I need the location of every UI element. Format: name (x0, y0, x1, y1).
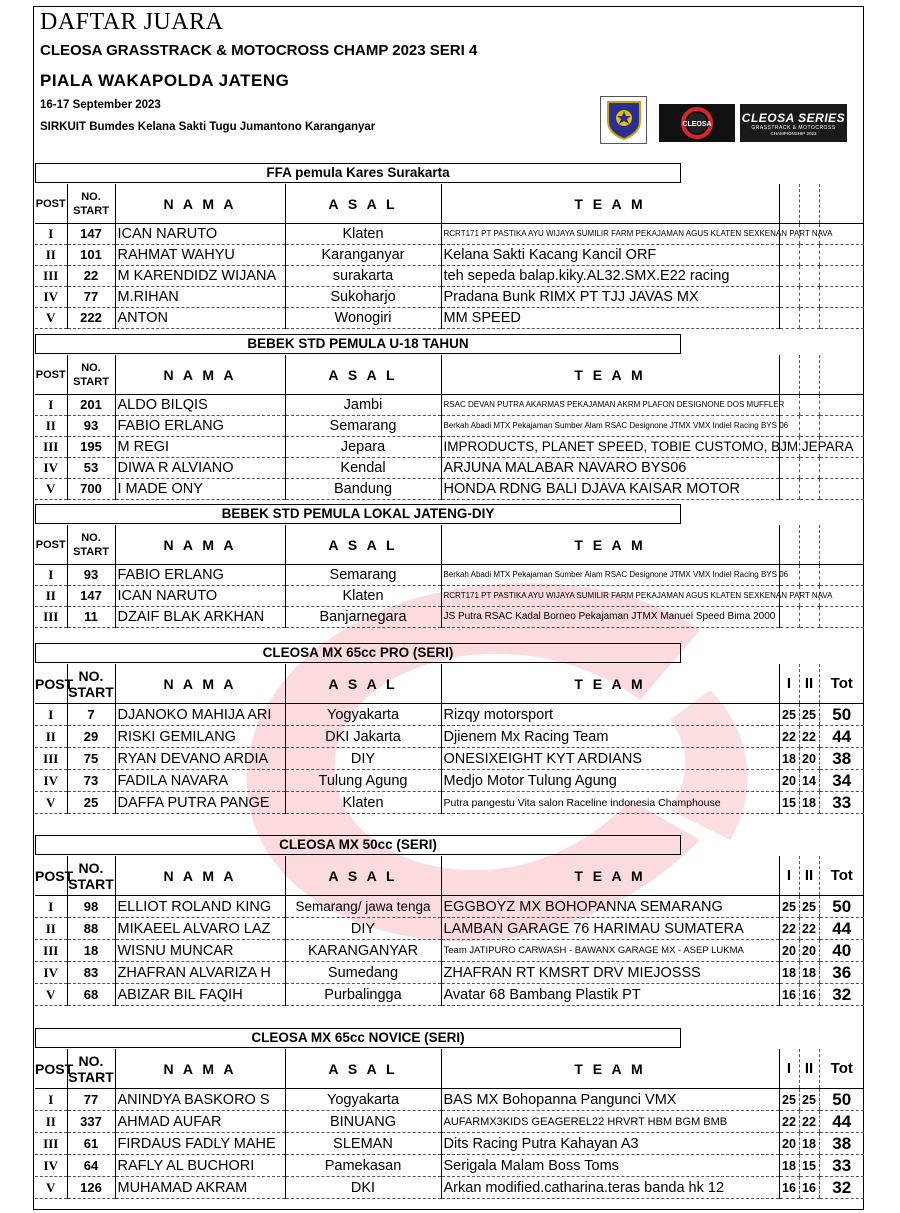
start-cell: 77 (67, 287, 115, 308)
start-cell: 147 (67, 586, 115, 607)
table-row (35, 918, 864, 940)
col-race2: II (799, 856, 819, 896)
race1-cell: 16 (779, 984, 799, 1006)
col-asal: A S A L (285, 664, 441, 704)
col-pos: POST (35, 664, 67, 704)
total-cell: 32 (819, 1177, 864, 1199)
table-header-row (35, 1049, 864, 1089)
team-cell: Berkah Abadi MTX Pekajaman Sumber Alam RSAC Designone JTMX VMX Indiel Racing BYS 06 (441, 565, 779, 586)
race1-cell: 18 (779, 1155, 799, 1177)
team-cell: BAS MX Bohopanna Pangunci VMX (441, 1089, 779, 1111)
col-start-no: NO. (78, 1052, 104, 1069)
race1-cell: 20 (779, 1133, 799, 1155)
team-cell: Pradana Bunk RIMX PT TJJ JAVAS MX (441, 287, 779, 308)
col-start-start: START (73, 545, 109, 558)
col-start (67, 355, 115, 395)
table-row (35, 940, 864, 962)
total-cell: 44 (819, 726, 864, 748)
table-row (35, 565, 864, 586)
total-cell: 50 (819, 1089, 864, 1111)
team-cell: ZHAFRAN RT KMSRT DRV MIEJOSSS (441, 962, 779, 984)
asal-cell: DIY (285, 748, 441, 770)
asal-cell: DIY (285, 918, 441, 940)
col-race2: II (799, 664, 819, 704)
asal-cell: KARANGANYAR (285, 940, 441, 962)
total-cell: 36 (819, 962, 864, 984)
table-row (35, 224, 864, 245)
race1-cell: 25 (779, 1089, 799, 1111)
race2-cell: 16 (799, 984, 819, 1006)
table-row (35, 1155, 864, 1177)
pos-cell: II (35, 416, 67, 437)
start-cell: 29 (67, 726, 115, 748)
table-row (35, 458, 864, 479)
event-circuit: SIRKUIT Bumdes Kelana Sakti Tugu Jumantono Karanganyar (40, 121, 376, 133)
nama-cell: DAFFA PUTRA PANGE (115, 792, 285, 814)
race2-cell: 25 (799, 704, 819, 726)
nama-cell: DIWA R ALVIANO (115, 458, 285, 479)
col-race1: I (779, 856, 799, 896)
table-header-row (35, 525, 864, 565)
nama-cell: WISNU MUNCAR (115, 940, 285, 962)
pos-cell: IV (35, 1155, 67, 1177)
race2-cell: 20 (799, 940, 819, 962)
pos-cell: I (35, 704, 67, 726)
col-total: Tot (819, 1049, 864, 1089)
category-title: CLEOSA MX 50cc (SERI) (35, 835, 681, 855)
nama-cell: M.RIHAN (115, 287, 285, 308)
table-row (35, 962, 864, 984)
pos-cell: I (35, 224, 67, 245)
start-cell: 93 (67, 416, 115, 437)
col-asal: A S A L (285, 856, 441, 896)
start-cell: 75 (67, 748, 115, 770)
table-row (35, 1089, 864, 1111)
col-start-start: START (68, 683, 114, 700)
team-cell: Djienem Mx Racing Team (441, 726, 779, 748)
col-pos: POST (35, 856, 67, 896)
total-cell: 38 (819, 748, 864, 770)
col-team: T E A M (441, 856, 779, 896)
asal-cell: SLEMAN (285, 1133, 441, 1155)
nama-cell: FABIO ERLANG (115, 416, 285, 437)
event-name: CLEOSA GRASSTRACK & MOTOCROSS CHAMP 2023 SERI 4 (40, 42, 478, 59)
nama-cell: M KARENDIDZ WIJANA (115, 266, 285, 287)
race1-cell: 16 (779, 1177, 799, 1199)
table-header-row (35, 664, 864, 704)
race2-cell: 18 (799, 962, 819, 984)
race1-cell: 25 (779, 896, 799, 918)
team-cell: RSAC DEVAN PUTRA AKARMAS PEKAJAMAN AKRM PLAFON DESIGNONE DOS MUFFLER (441, 395, 779, 416)
total-cell: 32 (819, 984, 864, 1006)
team-cell: Kelana Sakti Kacang Kancil ORF (441, 245, 779, 266)
nama-cell: FIRDAUS FADLY MAHE (115, 1133, 285, 1155)
series-logo-sub: GRASSTRACK & MOTOCROSS (751, 124, 836, 131)
col-asal: A S A L (285, 355, 441, 395)
start-cell: 18 (67, 940, 115, 962)
results-table (35, 856, 864, 1006)
race2-cell: 16 (799, 1177, 819, 1199)
race1-cell: 22 (779, 918, 799, 940)
team-cell: RCRT171 PT PASTIKA AYU WIJAYA SUMILIR FARM PEKAJAMAN AGUS KLATEN SEXKENAN PART NAVA (441, 224, 779, 245)
col-team: T E A M (441, 1049, 779, 1089)
col-start-no: NO. (78, 859, 104, 876)
pos-cell: III (35, 940, 67, 962)
table-row (35, 437, 864, 458)
total-cell: 50 (819, 704, 864, 726)
table-row (35, 726, 864, 748)
table-row (35, 1133, 864, 1155)
col-start (67, 1049, 115, 1089)
total-cell: 38 (819, 1133, 864, 1155)
pos-cell: IV (35, 458, 67, 479)
table-row (35, 984, 864, 1006)
asal-cell: Kendal (285, 458, 441, 479)
total-cell: 34 (819, 770, 864, 792)
total-cell: 44 (819, 1111, 864, 1133)
start-cell: 337 (67, 1111, 115, 1133)
col-team: T E A M (441, 664, 779, 704)
col-start (67, 664, 115, 704)
team-cell: Rizqy motorsport (441, 704, 779, 726)
nama-cell: DZAIF BLAK ARKHAN (115, 607, 285, 628)
col-start-no: NO. (78, 667, 104, 684)
race2-cell: 25 (799, 896, 819, 918)
race2-cell: 22 (799, 1111, 819, 1133)
pos-cell: V (35, 1177, 67, 1199)
total-cell: 33 (819, 792, 864, 814)
team-cell: AUFARMX3KIDS GEAGEREL22 HRVRT HBM BGM BMB (441, 1111, 779, 1133)
start-cell: 22 (67, 266, 115, 287)
asal-cell: Karanganyar (285, 245, 441, 266)
race2-cell: 18 (799, 1133, 819, 1155)
col-pos: POST (35, 525, 67, 565)
total-cell: 50 (819, 896, 864, 918)
col-pos: POST (35, 355, 67, 395)
col-nama: N A M A (115, 184, 285, 224)
nama-cell: RISKI GEMILANG (115, 726, 285, 748)
police-shield-logo (600, 96, 647, 144)
col-race1: I (779, 664, 799, 704)
asal-cell: Banjarnegara (285, 607, 441, 628)
team-cell: ARJUNA MALABAR NAVARO BYS06 (441, 458, 779, 479)
asal-cell: Jepara (285, 437, 441, 458)
col-start (67, 525, 115, 565)
asal-cell: Wonogiri (285, 308, 441, 329)
col-pos: POST (35, 1049, 67, 1089)
pos-cell: I (35, 1089, 67, 1111)
col-asal: A S A L (285, 184, 441, 224)
team-cell: RCRT171 PT PASTIKA AYU WIJAYA SUMILIR FARM PEKAJAMAN AGUS KLATEN SEXKENAN PART NAVA (441, 586, 779, 607)
table-row (35, 308, 864, 329)
category-title: CLEOSA MX 65cc NOVICE (SERI) (35, 1028, 681, 1048)
nama-cell: AHMAD AUFAR (115, 1111, 285, 1133)
asal-cell: Purbalingga (285, 984, 441, 1006)
start-cell: 147 (67, 224, 115, 245)
race2-cell: 18 (799, 792, 819, 814)
category-title: BEBEK STD PEMULA LOKAL JATENG-DIY (35, 504, 681, 524)
nama-cell: ANINDYA BASKORO S (115, 1089, 285, 1111)
race1-cell: 18 (779, 748, 799, 770)
table-row (35, 1111, 864, 1133)
asal-cell: Tulung Agung (285, 770, 441, 792)
team-cell: Berkah Abadi MTX Pekajaman Sumber Alam RSAC Designone JTMX VMX Indiel Racing BYS 06 (441, 416, 779, 437)
race2-cell: 14 (799, 770, 819, 792)
table-row (35, 245, 864, 266)
asal-cell: Semarang (285, 565, 441, 586)
col-nama: N A M A (115, 664, 285, 704)
col-start-start: START (73, 204, 109, 217)
race2-cell: 22 (799, 918, 819, 940)
col-start-no: NO. (81, 361, 101, 374)
race1-cell: 22 (779, 726, 799, 748)
start-cell: 195 (67, 437, 115, 458)
nama-cell: RAFLY AL BUCHORI (115, 1155, 285, 1177)
pos-cell: III (35, 748, 67, 770)
asal-cell: DKI Jakarta (285, 726, 441, 748)
start-cell: 64 (67, 1155, 115, 1177)
race2-cell: 20 (799, 748, 819, 770)
team-cell: LAMBAN GARAGE 76 HARIMAU SUMATERA (441, 918, 779, 940)
nama-cell: ZHAFRAN ALVARIZA H (115, 962, 285, 984)
col-start-no: NO. (81, 531, 101, 544)
col-asal: A S A L (285, 525, 441, 565)
col-nama: N A M A (115, 856, 285, 896)
asal-cell: surakarta (285, 266, 441, 287)
start-cell: 98 (67, 896, 115, 918)
table-row (35, 586, 864, 607)
asal-cell: Sumedang (285, 962, 441, 984)
results-table (35, 1049, 864, 1199)
race1-cell: 15 (779, 792, 799, 814)
race1-cell: 20 (779, 770, 799, 792)
start-cell: 101 (67, 245, 115, 266)
pos-cell: I (35, 896, 67, 918)
team-cell: MM SPEED (441, 308, 779, 329)
start-cell: 68 (67, 984, 115, 1006)
pos-cell: III (35, 607, 67, 628)
cleosa-logo (659, 104, 735, 142)
total-cell: 33 (819, 1155, 864, 1177)
team-cell: Putra pangestu Vita salon Raceline indonesia Champhouse (441, 792, 779, 814)
start-cell: 73 (67, 770, 115, 792)
total-cell: 40 (819, 940, 864, 962)
pos-cell: IV (35, 770, 67, 792)
team-cell: HONDA RDNG BALI DJAVA KAISAR MOTOR (441, 479, 779, 500)
pos-cell: V (35, 479, 67, 500)
cleosa-series-logo (740, 104, 847, 142)
table-row (35, 479, 864, 500)
table-row (35, 896, 864, 918)
nama-cell: MIKAEEL ALVARO LAZ (115, 918, 285, 940)
table-header-row (35, 355, 864, 395)
nama-cell: ICAN NARUTO (115, 224, 285, 245)
total-cell: 44 (819, 918, 864, 940)
col-blank (819, 184, 864, 224)
team-cell: Team JATIPURO CARWASH - BAWANX GARAGE MX - ASEP LUKMA (441, 940, 779, 962)
nama-cell: DJANOKO MAHIJA ARI (115, 704, 285, 726)
pos-cell: I (35, 395, 67, 416)
results-table (35, 184, 864, 329)
race1-cell: 18 (779, 962, 799, 984)
pos-cell: III (35, 437, 67, 458)
col-start-start: START (73, 375, 109, 388)
team-cell: EGGBOYZ MX BOHOPANNA SEMARANG (441, 896, 779, 918)
page-title: DAFTAR JUARA (40, 9, 224, 35)
col-blank (779, 184, 799, 224)
nama-cell: MUHAMAD AKRAM (115, 1177, 285, 1199)
table-header-row (35, 856, 864, 896)
col-race1: I (779, 1049, 799, 1089)
asal-cell: Klaten (285, 792, 441, 814)
table-row (35, 416, 864, 437)
table-header-row (35, 184, 864, 224)
col-asal: A S A L (285, 1049, 441, 1089)
table-row (35, 704, 864, 726)
race1-cell: 25 (779, 704, 799, 726)
asal-cell: Semarang/ jawa tenga (285, 896, 441, 918)
start-cell: 83 (67, 962, 115, 984)
team-cell: Serigala Malam Boss Toms (441, 1155, 779, 1177)
start-cell: 61 (67, 1133, 115, 1155)
nama-cell: FADILA NAVARA (115, 770, 285, 792)
col-pos: POST (35, 184, 67, 224)
pos-cell: V (35, 792, 67, 814)
nama-cell: ELLIOT ROLAND KING (115, 896, 285, 918)
table-row (35, 792, 864, 814)
start-cell: 53 (67, 458, 115, 479)
asal-cell: Yogyakarta (285, 704, 441, 726)
nama-cell: RYAN DEVANO ARDIA (115, 748, 285, 770)
results-table (35, 355, 864, 500)
race1-cell: 22 (779, 1111, 799, 1133)
event-date: 16-17 September 2023 (40, 99, 161, 111)
cleosa-logo-text: CLEOSA (682, 121, 712, 128)
nama-cell: RAHMAT WAHYU (115, 245, 285, 266)
race2-cell: 15 (799, 1155, 819, 1177)
asal-cell: Klaten (285, 224, 441, 245)
pos-cell: III (35, 266, 67, 287)
nama-cell: FABIO ERLANG (115, 565, 285, 586)
series-logo-title: CLEOSA SERIES (741, 110, 846, 125)
col-blank (799, 184, 819, 224)
start-cell: 25 (67, 792, 115, 814)
trophy-name: PIALA WAKAPOLDA JATENG (40, 71, 290, 90)
col-start-no: NO. (81, 190, 101, 203)
col-team: T E A M (441, 355, 779, 395)
start-cell: 7 (67, 704, 115, 726)
asal-cell: BINUANG (285, 1111, 441, 1133)
col-start (67, 184, 115, 224)
nama-cell: I MADE ONY (115, 479, 285, 500)
pos-cell: II (35, 245, 67, 266)
pos-cell: II (35, 726, 67, 748)
pos-cell: I (35, 565, 67, 586)
pos-cell: II (35, 918, 67, 940)
table-row (35, 607, 864, 628)
nama-cell: M REGI (115, 437, 285, 458)
col-start (67, 856, 115, 896)
col-nama: N A M A (115, 1049, 285, 1089)
pos-cell: III (35, 1133, 67, 1155)
start-cell: 201 (67, 395, 115, 416)
asal-cell: Pamekasan (285, 1155, 441, 1177)
asal-cell: Klaten (285, 586, 441, 607)
team-cell: Arkan modified.catharina.teras banda hk 12 (441, 1177, 779, 1199)
race2-cell: 25 (799, 1089, 819, 1111)
table-row (35, 1177, 864, 1199)
pos-cell: II (35, 1111, 67, 1133)
nama-cell: ANTON (115, 308, 285, 329)
category-title: FFA pemula Kares Surakarta (35, 163, 681, 183)
table-row (35, 770, 864, 792)
team-cell: Avatar 68 Bambang Plastik PT (441, 984, 779, 1006)
asal-cell: Jambi (285, 395, 441, 416)
pos-cell: V (35, 984, 67, 1006)
start-cell: 11 (67, 607, 115, 628)
col-team: T E A M (441, 184, 779, 224)
col-team: T E A M (441, 525, 779, 565)
nama-cell: ABIZAR BIL FAQIH (115, 984, 285, 1006)
team-cell: IMPRODUCTS, PLANET SPEED, TOBIE CUSTOMO, BJM JEPARA (441, 437, 779, 458)
start-cell: 88 (67, 918, 115, 940)
start-cell: 700 (67, 479, 115, 500)
team-cell: Dits Racing Putra Kahayan A3 (441, 1133, 779, 1155)
start-cell: 93 (67, 565, 115, 586)
start-cell: 126 (67, 1177, 115, 1199)
asal-cell: Bandung (285, 479, 441, 500)
category-title: CLEOSA MX 65cc PRO (SERI) (35, 643, 681, 663)
pos-cell: V (35, 308, 67, 329)
results-table (35, 664, 864, 814)
col-nama: N A M A (115, 355, 285, 395)
team-cell: Medjo Motor Tulung Agung (441, 770, 779, 792)
col-total: Tot (819, 664, 864, 704)
asal-cell: Sukoharjo (285, 287, 441, 308)
col-start-start: START (68, 875, 114, 892)
pos-cell: IV (35, 962, 67, 984)
category-title: BEBEK STD PEMULA U-18 TAHUN (35, 334, 681, 354)
table-row (35, 287, 864, 308)
nama-cell: ICAN NARUTO (115, 586, 285, 607)
table-row (35, 266, 864, 287)
asal-cell: Semarang (285, 416, 441, 437)
col-race2: II (799, 1049, 819, 1089)
asal-cell: DKI (285, 1177, 441, 1199)
col-total: Tot (819, 856, 864, 896)
col-start-start: START (68, 1068, 114, 1085)
table-row (35, 748, 864, 770)
pos-cell: II (35, 586, 67, 607)
asal-cell: Yogyakarta (285, 1089, 441, 1111)
results-table (35, 525, 864, 628)
nama-cell: ALDO BILQIS (115, 395, 285, 416)
col-nama: N A M A (115, 525, 285, 565)
start-cell: 77 (67, 1089, 115, 1111)
race2-cell: 22 (799, 726, 819, 748)
team-cell: ONESIXEIGHT KYT ARDIANS (441, 748, 779, 770)
series-logo-sub2: CHAMPIONSHIP 2023 (770, 130, 817, 136)
team-cell: teh sepeda balap.kiky.AL32.SMX.E22 racing (441, 266, 779, 287)
race1-cell: 20 (779, 940, 799, 962)
pos-cell: IV (35, 287, 67, 308)
team-cell: JS Putra RSAC Kadal Borneo Pekajaman JTMX Manuel Speed Bima 2000 (441, 607, 779, 628)
table-row (35, 395, 864, 416)
start-cell: 222 (67, 308, 115, 329)
